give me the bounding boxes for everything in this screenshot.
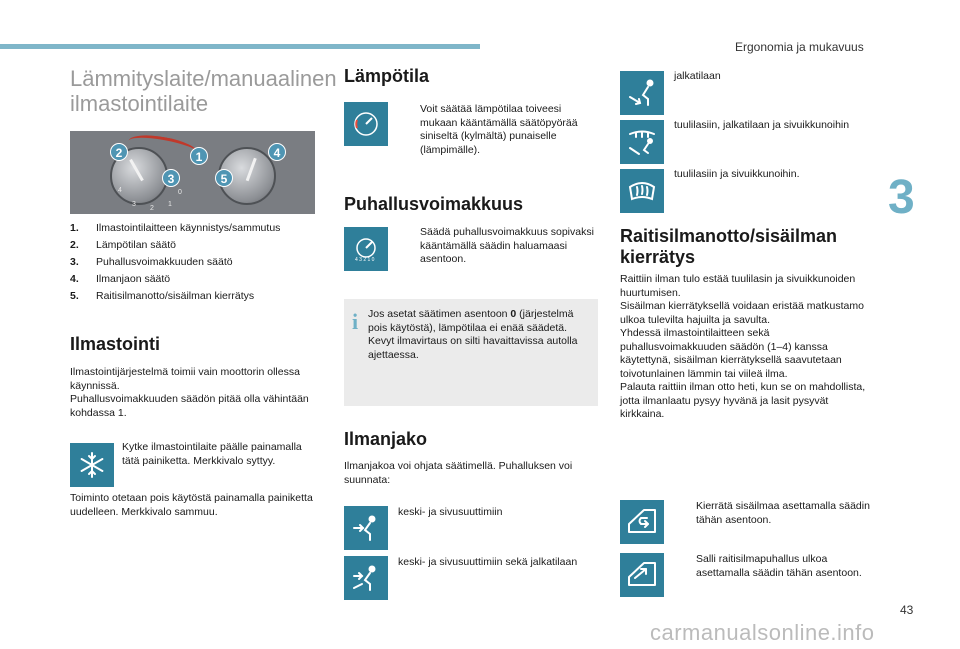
header-accent-bar	[0, 44, 480, 49]
heading-raitis: Raitisilmanotto/sisäilman kierrätys	[620, 226, 838, 267]
fan-icon-box	[344, 227, 388, 271]
callout-1: 1	[190, 147, 208, 165]
ac-button-text: Kytke ilmastointilaite päälle painamalla tätä painiketta. Merkkivalo syttyy.	[122, 441, 302, 467]
legend-item: 5. Raitisilmanotto/sisäilman kierrätys	[70, 290, 255, 302]
fan-tick-1: 1	[168, 201, 172, 208]
fan-tick-4: 4	[118, 187, 122, 194]
heading-puhallus: Puhallusvoimakkuus	[344, 194, 524, 214]
fan-tick-3: 3	[132, 201, 136, 208]
snowflake-icon	[76, 449, 108, 481]
ilmanjako-text: Ilmanjakoa voi ohjata säätimellä. Puhalluksen voi suunnata:	[344, 460, 573, 486]
control-panel-illustration	[70, 131, 315, 214]
windscreen-demist-box	[620, 169, 664, 213]
windscreen-demist-icon	[626, 175, 658, 207]
fresh-bullet: Salli raitisilmapuhallus ulkoa asettamalla säädin tähän asentoon.	[696, 553, 862, 579]
fresh-air-icon	[626, 559, 658, 591]
ilmanjako-opt5: tuulilasiin ja sivuikkunoihin.	[674, 168, 800, 180]
windscreen-feet-box	[620, 120, 664, 164]
recirculation-box	[620, 500, 664, 544]
vent-face-feet-icon	[350, 562, 382, 594]
legend-item: 2. Lämpötilan säätö	[70, 239, 176, 251]
ilmanjako-opt4: tuulilasiin, jalkatilaan ja sivuikkunoihin	[674, 119, 850, 131]
heading-ilmastointi: Ilmastointi	[70, 334, 161, 354]
heading-ilmanjako: Ilmanjako	[344, 429, 428, 449]
windscreen-feet-icon	[626, 126, 658, 158]
callout-3: 3	[162, 169, 180, 187]
legend-item: 4. Ilmanjaon säätö	[70, 273, 171, 285]
vent-feet-icon	[626, 77, 658, 109]
info-icon: i	[352, 309, 359, 334]
legend-list	[70, 222, 330, 307]
callout-4: 4	[268, 143, 286, 161]
vent-face-feet-box	[344, 556, 388, 600]
vent-face-icon	[350, 512, 382, 544]
fan-dial-icon	[350, 233, 382, 265]
info-note	[344, 299, 598, 406]
legend-item: 3. Puhallusvoimakkuuden säätö	[70, 256, 233, 268]
fresh-air-box	[620, 553, 664, 597]
watermark: carmanualsonline.info	[650, 620, 875, 645]
ilmanjako-opt1: keski- ja sivusuuttimiin	[398, 506, 503, 518]
lampotila-bullet: Voit säätää lämpötilaa toiveesi mukaan kääntämällä säätöpyörää siniseltä (kylmältä) punaiselle (lämpimälle).	[420, 103, 578, 156]
ilmastointi-para2: Puhallusvoimakkuuden säädön pitää olla vähintään kohdassa 1.	[70, 393, 309, 419]
ilmanjako-opt2: keski- ja sivusuuttimiin sekä jalkatilaan	[398, 556, 578, 568]
chapter-number: 3	[888, 171, 915, 224]
legend-item: 1. Ilmastointilaitteen käynnistys/sammutus	[70, 222, 281, 234]
callout-2: 2	[110, 143, 128, 161]
heading-lampotila: Lämpötila	[344, 66, 430, 86]
recirculation-icon	[626, 506, 658, 538]
ilmanjako-opt3: jalkatilaan	[674, 70, 721, 82]
callout-5: 5	[215, 169, 233, 187]
recirc-bullet: Kierrätä sisäilmaa asettamalla säädin tähän asentoon.	[696, 500, 870, 526]
temperature-icon-box	[344, 102, 388, 146]
vent-feet-box	[620, 71, 664, 115]
puhallus-bullet: Säädä puhallusvoimakkuus sopivaksi kääntämällä säädin haluamaasi asentoon.	[420, 226, 594, 265]
page-number: 43	[900, 603, 914, 617]
ac-button-icon	[70, 443, 114, 487]
fan-tick-2: 2	[150, 205, 154, 212]
temperature-dial-icon	[350, 108, 382, 140]
raitis-para: Raittiin ilman tulo estää tuulilasin ja sivuikkunoiden huurtumisen. Sisäilman kierrätyksellä voidaan eristää matkustamo ulkoa tulevilta hajuilta ja savulta. Yhdessä ilmastointilaitteen sekä puhallusvoimakkuuden säädön (1–4) kanssa käytettynä, sisäilman kierrätyksellä saavutetaan toivotunlainen lämmin tai viileä ilma. Palauta raittiin ilman otto heti, kun se on mahdollista, jotta ilmanlaatu pysyy hyvänä ja lasit pysyvät kirkkaina.	[620, 273, 866, 420]
page-title: Lämmityslaite/manuaalinen ilmastointilaite	[70, 66, 337, 116]
section-title: Ergonomia ja mukavuus	[735, 40, 864, 54]
vent-face-box	[344, 506, 388, 550]
ilmastointi-para3: Toiminto otetaan pois käytöstä painamalla painiketta uudelleen. Merkkivalo sammuu.	[70, 492, 313, 518]
fan-tick-0: 0	[178, 189, 182, 196]
info-text: Jos asetat säätimen asentoon 0 (järjestelmä pois käytöstä), lämpötilaa ei enää säädetä. Kevyt ilmavirtaus on silti havaittavissa autolla ajettaessa.	[368, 308, 578, 361]
ilmastointi-para1: Ilmastointijärjestelmä toimii vain moottorin ollessa käynnissä.	[70, 366, 300, 392]
svg-text:4 3 2 1 0: 4 3 2 1 0	[355, 257, 375, 263]
